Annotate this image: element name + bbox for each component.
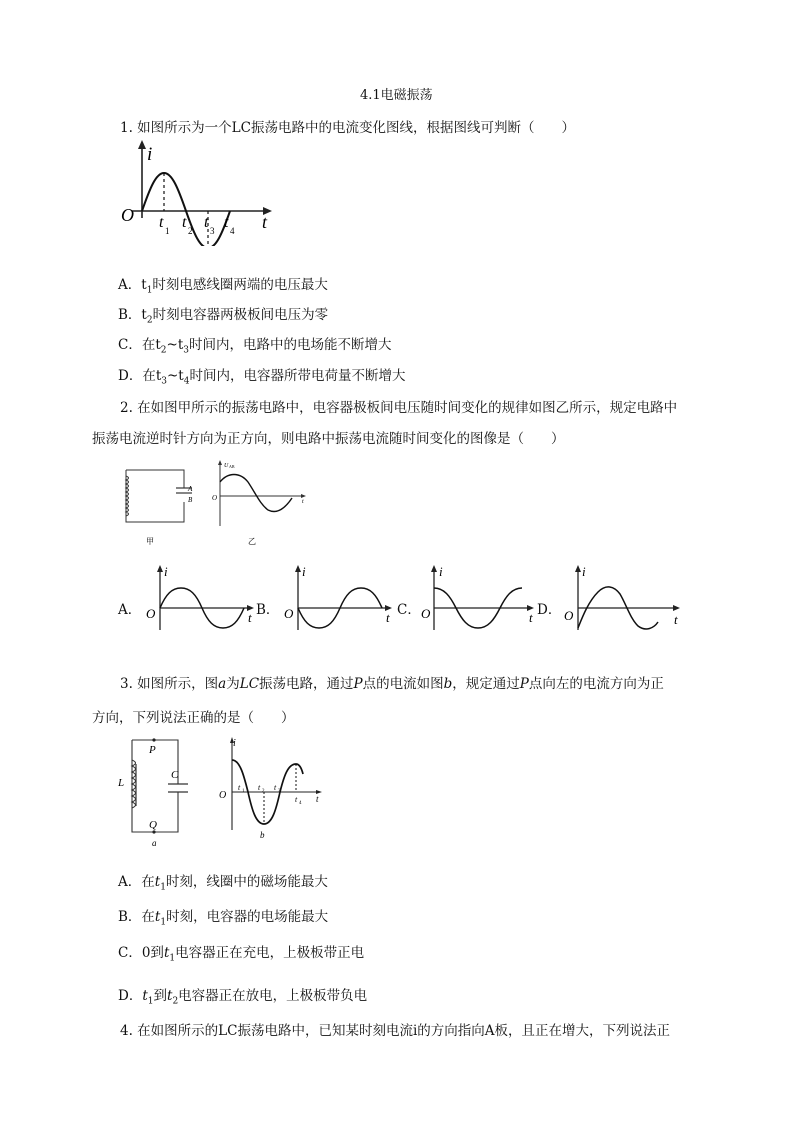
q2-stem-line2: 振荡电流逆时针方向为正方向，则电路中振荡电流随时间变化的图像是（ ） <box>92 431 565 447</box>
q2-jia-b: B <box>188 496 193 504</box>
page-title: 4.1电磁振荡 <box>360 88 433 103</box>
q2-stem-line1: 2. 在如图甲所示的振荡电路中，电容器极板间电压随时间变化的规律如图乙所示，规定电路中 <box>120 400 678 416</box>
svg-text:O: O <box>564 608 574 623</box>
svg-text:i: i <box>439 564 443 579</box>
q2-yi-t: t <box>302 499 304 505</box>
q2-option-c-letter: C． <box>397 602 421 618</box>
q1-y-arrow <box>138 140 146 149</box>
q2-yi-y-arrow <box>218 460 222 465</box>
q1-t2-sub: 2 <box>188 226 193 236</box>
svg-text:Q: Q <box>149 819 157 831</box>
svg-text:4: 4 <box>299 801 302 806</box>
svg-text:t: t <box>248 610 252 625</box>
q2-fig-jia <box>112 456 202 546</box>
svg-text:1: 1 <box>242 789 245 794</box>
q3-stem-line1: 3. 如图所示，图a为LC振荡电路，通过P点的电流如图b，规定通过P点向左的电流方向为正 <box>120 676 664 692</box>
q3-stem-line2: 方向，下列说法正确的是（ ） <box>92 710 295 726</box>
q1-t-label: t <box>262 212 268 232</box>
q2-option-b-graph <box>278 562 398 642</box>
q4-stem: 4. 在如图所示的LC振荡电路中，已知某时刻电流i的方向指向A板，且正在增大，下列说法正 <box>120 1023 671 1039</box>
svg-text:O: O <box>284 606 294 621</box>
q2-yi-u: U <box>224 463 229 469</box>
q3-option-d: D．$t_1$到$t_2$电容器正在放电，上极板带负电 <box>118 988 368 1007</box>
svg-text:b: b <box>260 830 265 840</box>
q1-option-d: D．在$t_3\sim t_4$时间内，电容器所带电荷量不断增大 <box>118 368 406 387</box>
q3-a-point-p <box>152 738 155 741</box>
q1-t1-label: t <box>159 214 164 231</box>
svg-text:t: t <box>238 783 241 792</box>
q1-option-c: C．在$t_2\sim t_3$时间内，电路中的电场能不断增大 <box>118 337 392 356</box>
svg-text:t: t <box>674 612 678 627</box>
svg-text:C: C <box>171 769 179 781</box>
q2-option-b-letter: B． <box>256 602 280 618</box>
svg-text:O: O <box>219 790 227 801</box>
svg-text:O: O <box>421 606 431 621</box>
svg-text:i: i <box>164 564 168 579</box>
q2-yi-caption: 乙 <box>248 537 256 546</box>
q1-option-b: B．$t_2$时刻电容器两极板间电压为零 <box>118 307 329 326</box>
q1-current-curve <box>142 173 230 246</box>
q3-option-c: C．0到$t_1$电容器正在充电，上极板带正电 <box>118 945 365 964</box>
q1-t3-sub: 3 <box>210 226 215 236</box>
q2-option-c-graph <box>418 562 542 642</box>
q2-option-a-graph <box>140 562 260 642</box>
q2-option-a-letter: A． <box>118 602 142 618</box>
q1-t1-sub: 1 <box>165 226 170 236</box>
q1-t4-label: t <box>224 214 229 231</box>
q1-graph <box>112 138 282 246</box>
svg-text:3: 3 <box>278 789 281 794</box>
q3-option-b: B．在$t_1$时刻，电容器的电场能最大 <box>118 909 329 928</box>
q2-option-d-graph <box>560 562 686 642</box>
svg-text:i: i <box>582 564 586 579</box>
svg-text:O: O <box>146 606 156 621</box>
q3-fig-a <box>114 734 194 850</box>
q2-option-d-letter: D． <box>537 602 562 618</box>
svg-text:i: i <box>302 564 306 579</box>
q1-t4-sub: 4 <box>230 226 235 236</box>
svg-text:t: t <box>386 610 390 625</box>
svg-text:t: t <box>295 795 298 804</box>
q3-fig-b <box>214 734 326 846</box>
q2-yi-origin: O <box>212 494 218 502</box>
q1-t3-label: t <box>204 214 209 231</box>
q1-option-a: A．$t_1$时刻电感线圈两端的电压最大 <box>118 277 328 296</box>
q2-jia-caption: 甲 <box>146 537 154 546</box>
q3-option-a: A．在$t_1$时刻，线圈中的磁场能最大 <box>118 874 328 893</box>
q1-stem: 1. 如图所示为一个LC振荡电路中的电流变化图线，根据图线可判断（ ） <box>120 120 575 136</box>
q1-origin-label: O <box>121 205 134 225</box>
q1-i-label: i <box>147 144 153 165</box>
svg-text:i: i <box>233 738 236 749</box>
svg-text:L: L <box>118 777 125 789</box>
svg-text:t: t <box>316 794 319 804</box>
q2-yi-us: AB <box>229 464 235 469</box>
q2-fig-yi <box>208 456 308 546</box>
q2-jia-a: A <box>188 485 193 493</box>
q1-t2-label: t <box>182 214 187 231</box>
svg-text:t: t <box>529 610 533 625</box>
svg-text:2: 2 <box>262 789 265 794</box>
svg-text:P: P <box>149 744 156 756</box>
q2-jia-wire <box>126 470 184 522</box>
svg-text:t: t <box>258 783 261 792</box>
svg-text:t: t <box>274 783 277 792</box>
svg-text:a: a <box>152 838 157 848</box>
q2-yi-voltage-curve <box>220 475 292 512</box>
q2-yi-x-arrow <box>301 494 306 498</box>
